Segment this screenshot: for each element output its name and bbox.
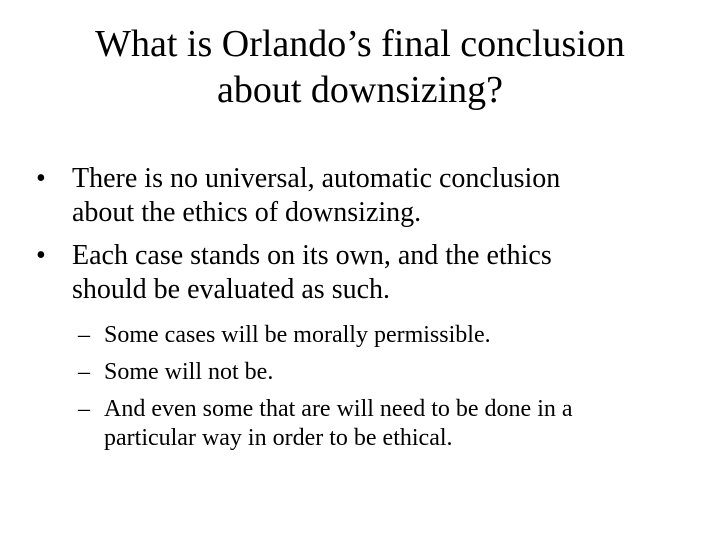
sub-bullet-marker: – [78, 321, 90, 348]
bullet-text-line: There is no universal, automatic conclusion [72, 163, 561, 194]
sub-bullet-text-line: particular way in order to be ethical. [104, 425, 453, 452]
bullet-text-line: Each case stands on its own, and the ethics [72, 239, 552, 271]
sub-bullet-item [36, 358, 686, 387]
sub-bullet-list [36, 321, 686, 454]
slide-title-line: about downsizing? [216, 68, 503, 111]
bullet-text-line: should be evaluated as such. [72, 273, 391, 305]
sub-bullet-text-line: Some will not be. [104, 358, 274, 385]
slide-body [36, 162, 686, 462]
sub-bullet-item [36, 321, 686, 350]
sub-bullet-item [36, 395, 686, 454]
bullet-item [36, 239, 686, 307]
bullet-item [36, 162, 686, 230]
sub-bullet-marker: – [78, 396, 90, 423]
sub-bullet-text-line: Some cases will be morally permissible. [104, 321, 491, 348]
slide-title [40, 22, 680, 113]
sub-bullet-marker: – [78, 358, 90, 385]
slide-title-line: What is Orlando’s final conclusion [95, 23, 625, 65]
bullet-marker: • [36, 163, 46, 194]
bullet-marker: • [36, 239, 46, 271]
bullet-text-line: about the ethics of downsizing. [72, 196, 422, 228]
sub-bullet-text-line: And even some that are will need to be done in a [104, 396, 573, 423]
